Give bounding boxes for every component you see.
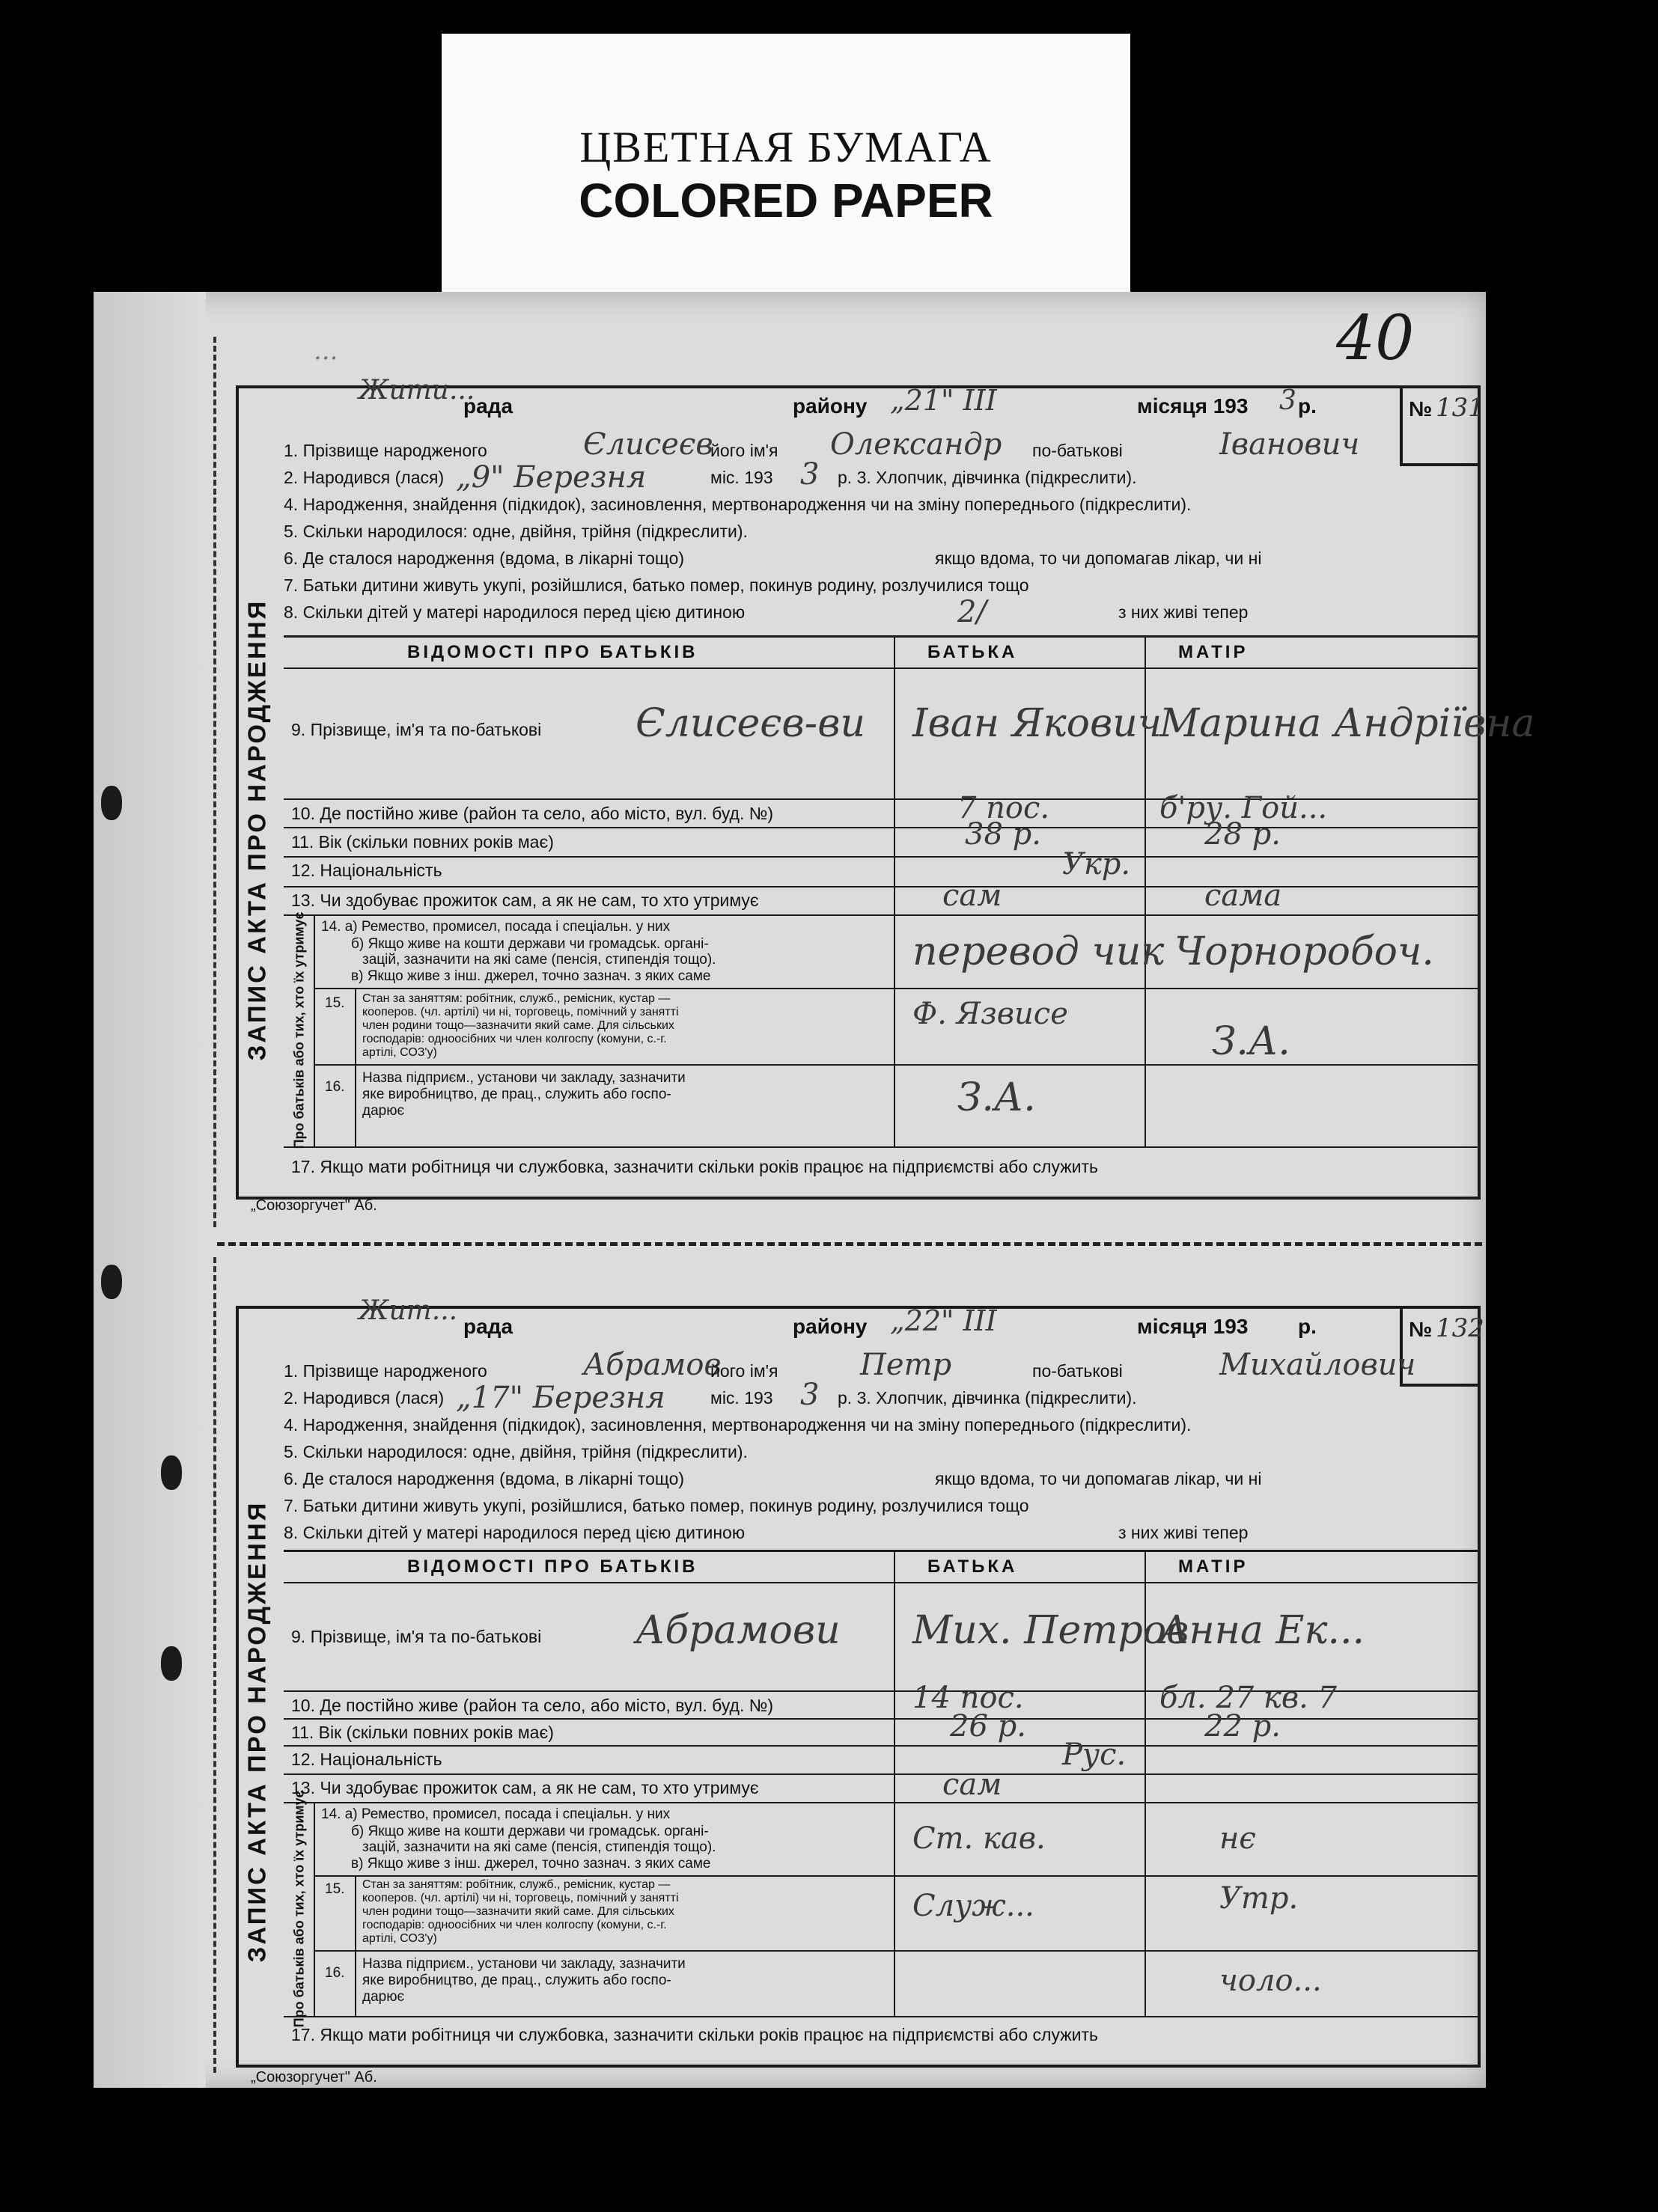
- row-11-label: 11. Вік (скільки повних років має): [291, 1723, 554, 1742]
- row-15-number: 15.: [325, 995, 345, 1011]
- row-16-number: 16.: [325, 1965, 345, 1981]
- col-header-father: БАТЬКА: [927, 642, 1018, 662]
- record-number-box: [1400, 388, 1484, 466]
- colored-paper-label: [442, 34, 1130, 296]
- number-label: №: [1409, 1318, 1433, 1341]
- row-9-label: 9. Прізвище, ім'я та по-батькові: [291, 1627, 542, 1646]
- row-divider: [284, 1582, 1478, 1583]
- binding-hole: [161, 1455, 182, 1490]
- year-suffix: р.: [1298, 394, 1317, 418]
- line-2: 2. Народився (лася) „17" Березня міс. 193 3 р. 3. Хлопчик, дівчинка (підкреслити).: [284, 1378, 1137, 1415]
- child-surname: Єлисеєв: [583, 427, 713, 462]
- col-header-info: ВІДОМОСТІ ПРО БАТЬКІВ: [407, 1556, 698, 1577]
- binding-hole: [101, 1265, 122, 1299]
- rayonu-label: району: [793, 394, 868, 418]
- child-surname: Абрамов: [583, 1348, 722, 1382]
- row-16b: яке виробництво, де прац., служить або госпо-: [362, 1087, 671, 1102]
- row-15b: кооперов. (чл. артілі) чи ні, торговець, помічний у занятті: [362, 1006, 679, 1018]
- cut-line: [217, 1242, 1482, 1246]
- row-divider: [284, 2016, 1478, 2017]
- father-name: Мих. Петров: [912, 1608, 1189, 1653]
- line-4: 4. Народження, знайдення (підкидок), засиновлення, мертвонародження чи на зміну попереднього (підкреслити).: [284, 1415, 1192, 1435]
- birth-year: 3: [800, 1378, 820, 1412]
- printer-mark: „Союзоргучет" Аб.: [251, 2069, 377, 2086]
- row-13-label: 13. Чи здобуває прожиток сам, а як не сам, то хто утримує: [291, 890, 759, 910]
- row-12-label: 12. Національність: [291, 1750, 442, 1769]
- label-russian: ЦВЕТНАЯ БУМАГА: [579, 123, 993, 171]
- number-label: №: [1409, 397, 1433, 421]
- handwritten-rada: Жити...: [359, 375, 475, 406]
- father-address: 7 пос.: [957, 791, 1050, 825]
- record-number: 131: [1436, 393, 1484, 423]
- form-title-vertical: [242, 546, 272, 1114]
- father-self-support: сам: [942, 1768, 1002, 1802]
- sheet-left-edge: [94, 292, 206, 2088]
- side-label: Про батьків або тих, хто їх утримує: [291, 1790, 307, 2028]
- row-15d: господарів: одноосібних чи член колгоспу (комуни, с.-г.: [362, 1033, 667, 1045]
- fold-line: [213, 337, 216, 1227]
- father-occupation: Ст. кав.: [912, 1821, 1046, 1856]
- child-patronymic: Михайлович: [1219, 1348, 1416, 1382]
- row-divider: [284, 914, 1478, 916]
- handwritten-date: „22" III: [890, 1304, 997, 1337]
- stray-ink-handwriting: ...: [314, 336, 338, 366]
- row-15d: господарів: одноосібних чи член колгоспу (комуни, с.-г.: [362, 1919, 667, 1931]
- rada-label: рада: [463, 1315, 513, 1338]
- row-divider: [284, 667, 1478, 669]
- child-name: Олександр: [830, 427, 1002, 462]
- row-15e: артілі, СОЗ'у): [362, 1932, 437, 1945]
- father-address: 14 пос.: [912, 1681, 1024, 1715]
- mother-age: 22 р.: [1204, 1709, 1281, 1744]
- col-header-info: ВІДОМОСТІ ПРО БАТЬКІВ: [407, 642, 698, 662]
- line-2: 2. Народився (лася) „9" Березня міс. 193 3 р. 3. Хлопчик, дівчинка (підкреслити).: [284, 457, 1137, 495]
- father-occupation: перевод чик: [912, 929, 1165, 974]
- row-15-number: 15.: [325, 1881, 345, 1897]
- form-title: ЗАПИС АКТА ПРО НАРОДЖЕННЯ: [243, 1500, 270, 1963]
- row-15a: Стан за заняттям: робітник, служб., ремісник, кустар —: [362, 992, 671, 1005]
- col-header-father: БАТЬКА: [927, 1556, 1018, 1577]
- row-divider: [314, 1950, 1478, 1952]
- parents-surname: Єлисеєв-ви: [636, 701, 865, 746]
- father-age: 26 р.: [950, 1709, 1026, 1744]
- nationality: Рус.: [1062, 1738, 1127, 1772]
- birth-record-2: [236, 1295, 1484, 2068]
- row-divider: [284, 856, 1478, 858]
- binding-hole: [101, 786, 122, 820]
- form-title-vertical: [242, 1436, 272, 2027]
- mother-occupation: Чорноробоч.: [1174, 929, 1434, 974]
- row-14b2-label: зацій, зазначити на які саме (пенсія, стипендія тощо).: [362, 952, 716, 968]
- line-6: 6. Де сталося народження (вдома, в лікарні тощо) якщо вдома, то чи допомагав лікар, чи ні: [284, 1469, 1262, 1488]
- row-divider: [284, 1802, 1478, 1803]
- year-suffix: р.: [1298, 1315, 1317, 1338]
- row-16a: Назва підприєм., установи чи закладу, зазначити: [362, 1956, 686, 1972]
- row-divider: [284, 827, 1478, 828]
- col-header-mother: МАТІР: [1178, 1556, 1249, 1577]
- record-number: 132: [1436, 1313, 1484, 1343]
- document-sheet: [94, 292, 1535, 2088]
- col-divider: [314, 1802, 315, 2016]
- row-15b: кооперов. (чл. артілі) чи ні, торговець, помічний у занятті: [362, 1892, 679, 1904]
- rada-label: рада: [463, 394, 513, 418]
- line-8: 8. Скільки дітей у матері народилося перед цією дитиною 2/ з них живі тепер: [284, 595, 1249, 629]
- mother-age: 28 р.: [1204, 817, 1281, 852]
- row-9-label: 9. Прізвище, ім'я та по-батькові: [291, 720, 542, 739]
- line-7: 7. Батьки дитини живуть укупі, розійшлися, батько помер, покинув родину, розлучилися тощо: [284, 1496, 1029, 1515]
- children-count: 2/: [957, 595, 987, 629]
- mother-self-support: сама: [1204, 879, 1282, 913]
- row-16c: дарює: [362, 1103, 405, 1119]
- nationality: Укр.: [1062, 847, 1131, 882]
- row-divider: [314, 988, 1478, 989]
- row-11-label: 11. Вік (скільки повних років має): [291, 832, 554, 852]
- row-divider: [284, 1146, 1478, 1148]
- row-divider: [284, 886, 1478, 887]
- line-6: 6. Де сталося народження (вдома, в лікарні тощо) якщо вдома, то чи допомагав лікар, чи ні: [284, 549, 1262, 568]
- row-10-label: 10. Де постійно живе (район та село, або місто, вул. буд. №): [291, 804, 774, 823]
- month-label: місяця 193: [1137, 1315, 1249, 1338]
- mother-employment-status: З.А.: [1212, 1019, 1290, 1064]
- row-14a-label: 14. а) Ремество, промисел, посада і спеціальн. у них: [321, 1806, 671, 1822]
- label-english: COLORED PAPER: [579, 174, 993, 227]
- birth-year: 3: [800, 457, 820, 492]
- row-divider: [284, 1718, 1478, 1720]
- handwritten-date: „21" III: [890, 384, 997, 417]
- side-label: Про батьків або тих, хто їх утримує: [291, 911, 307, 1149]
- parents-table: [284, 635, 1535, 1195]
- mother-employment-status: Утр.: [1219, 1881, 1299, 1916]
- row-divider: [284, 1773, 1478, 1775]
- line-1: 1. Прізвище народженого Абрамов його ім'я Петр по-батькові Михайлович: [284, 1348, 1416, 1382]
- row-16a: Назва підприєм., установи чи закладу, зазначити: [362, 1070, 686, 1086]
- printer-mark: „Союзоргучет" Аб.: [251, 1197, 377, 1214]
- col-divider: [314, 914, 315, 1146]
- row-16b: яке виробництво, де прац., служить або госпо-: [362, 1973, 671, 1988]
- page-number: 40: [1336, 303, 1415, 374]
- col-divider: [355, 988, 356, 1146]
- mother-address: б'ру. Гой...: [1159, 791, 1328, 825]
- father-employment-status: Служ...: [912, 1889, 1034, 1923]
- parents-table: [284, 1550, 1478, 2061]
- line-4: 4. Народження, знайдення (підкидок), засиновлення, мертвонародження чи на зміну попереднього (підкреслити).: [284, 495, 1192, 514]
- row-14c-label: в) Якщо живе з інш. джерел, точно зазнач. з яких саме: [351, 1856, 711, 1872]
- birth-date: „17" Березня: [456, 1381, 665, 1415]
- form-title: ЗАПИС АКТА ПРО НАРОДЖЕННЯ: [243, 599, 270, 1061]
- row-15c: член родини тощо—зазначити який саме. Для сільських: [362, 1905, 674, 1918]
- row-divider: [284, 1745, 1478, 1747]
- rayonu-label: району: [793, 1315, 868, 1338]
- father-self-support: сам: [942, 879, 1002, 913]
- line-5: 5. Скільки народилося: одне, двійня, трійня (підкреслити).: [284, 522, 748, 541]
- row-14a-label: 14. а) Ремество, промисел, посада і спеціальн. у них: [321, 919, 671, 935]
- handwritten-rada: Жит...: [359, 1295, 458, 1326]
- row-14b-label: б) Якщо живе на кошти держави чи громадськ. органі-: [351, 936, 709, 952]
- handwritten-year: 3: [1279, 385, 1296, 416]
- row-15a: Стан за заняттям: робітник, служб., ремісник, кустар —: [362, 1878, 671, 1891]
- row-14c-label: в) Якщо живе з інш. джерел, точно зазнач. з яких саме: [351, 968, 711, 984]
- line-7: 7. Батьки дитини живуть укупі, розійшлися, батько помер, покинув родину, розлучилися тощо: [284, 575, 1029, 595]
- row-10-label: 10. Де постійно живе (район та село, або місто, вул. буд. №): [291, 1696, 774, 1715]
- col-divider: [355, 1875, 356, 2016]
- mother-name: Анна Ек...: [1159, 1608, 1365, 1653]
- line-1: 1. Прізвище народженого Єлисеєв його ім'я Олександр по-батькові Іванович: [284, 427, 1360, 462]
- parents-surname: Абрамови: [636, 1608, 841, 1653]
- mother-workplace: чоло...: [1219, 1964, 1322, 1998]
- father-age: 38 р.: [965, 817, 1041, 852]
- col-header-mother: МАТІР: [1178, 642, 1249, 662]
- row-12-label: 12. Національність: [291, 861, 442, 880]
- form-header: [239, 375, 1324, 426]
- row-divider: [314, 1064, 1478, 1066]
- row-14b2-label: зацій, зазначити на які саме (пенсія, стипендія тощо).: [362, 1839, 716, 1855]
- row-16-number: 16.: [325, 1079, 345, 1095]
- col-divider: [894, 1552, 895, 2016]
- line-8: 8. Скільки дітей у матері народилося перед цією дитиною з них живі тепер: [284, 1523, 1249, 1542]
- mother-address: бл. 27 кв. 7: [1159, 1681, 1337, 1715]
- form-header: [239, 1295, 1324, 1346]
- row-15c: член родини тощо—зазначити який саме. Для сільських: [362, 1019, 674, 1032]
- row-17-label: 17. Якщо мати робітниця чи службовка, зазначити скільки років працює на підприємстві або служить: [291, 1157, 1098, 1176]
- row-14b-label: б) Якщо живе на кошти держави чи громадськ. органі-: [351, 1824, 709, 1839]
- child-patronymic: Іванович: [1219, 427, 1360, 462]
- month-label: місяця 193: [1137, 394, 1249, 418]
- line-5: 5. Скільки народилося: одне, двійня, трійня (підкреслити).: [284, 1442, 748, 1461]
- row-16c: дарює: [362, 1989, 405, 2005]
- row-13-label: 13. Чи здобуває прожиток сам, а як не сам, то хто утримує: [291, 1778, 759, 1797]
- father-employment-status: Ф. Язвисе: [912, 997, 1068, 1031]
- father-workplace: З.А.: [957, 1075, 1036, 1120]
- row-17-label: 17. Якщо мати робітниця чи службовка, зазначити скільки років працює на підприємстві або служить: [291, 2025, 1098, 2044]
- col-divider: [894, 638, 895, 1146]
- row-15e: артілі, СОЗ'у): [362, 1046, 437, 1059]
- mother-name: Марина Андріївна: [1159, 701, 1535, 746]
- father-name: Іван Якович: [912, 701, 1162, 746]
- fold-line: [213, 1257, 216, 2073]
- mother-occupation: нє: [1219, 1821, 1256, 1856]
- binding-hole: [161, 1646, 182, 1681]
- child-name: Петр: [860, 1348, 952, 1382]
- birth-date: „9" Березня: [456, 460, 647, 495]
- row-divider: [314, 1875, 1478, 1877]
